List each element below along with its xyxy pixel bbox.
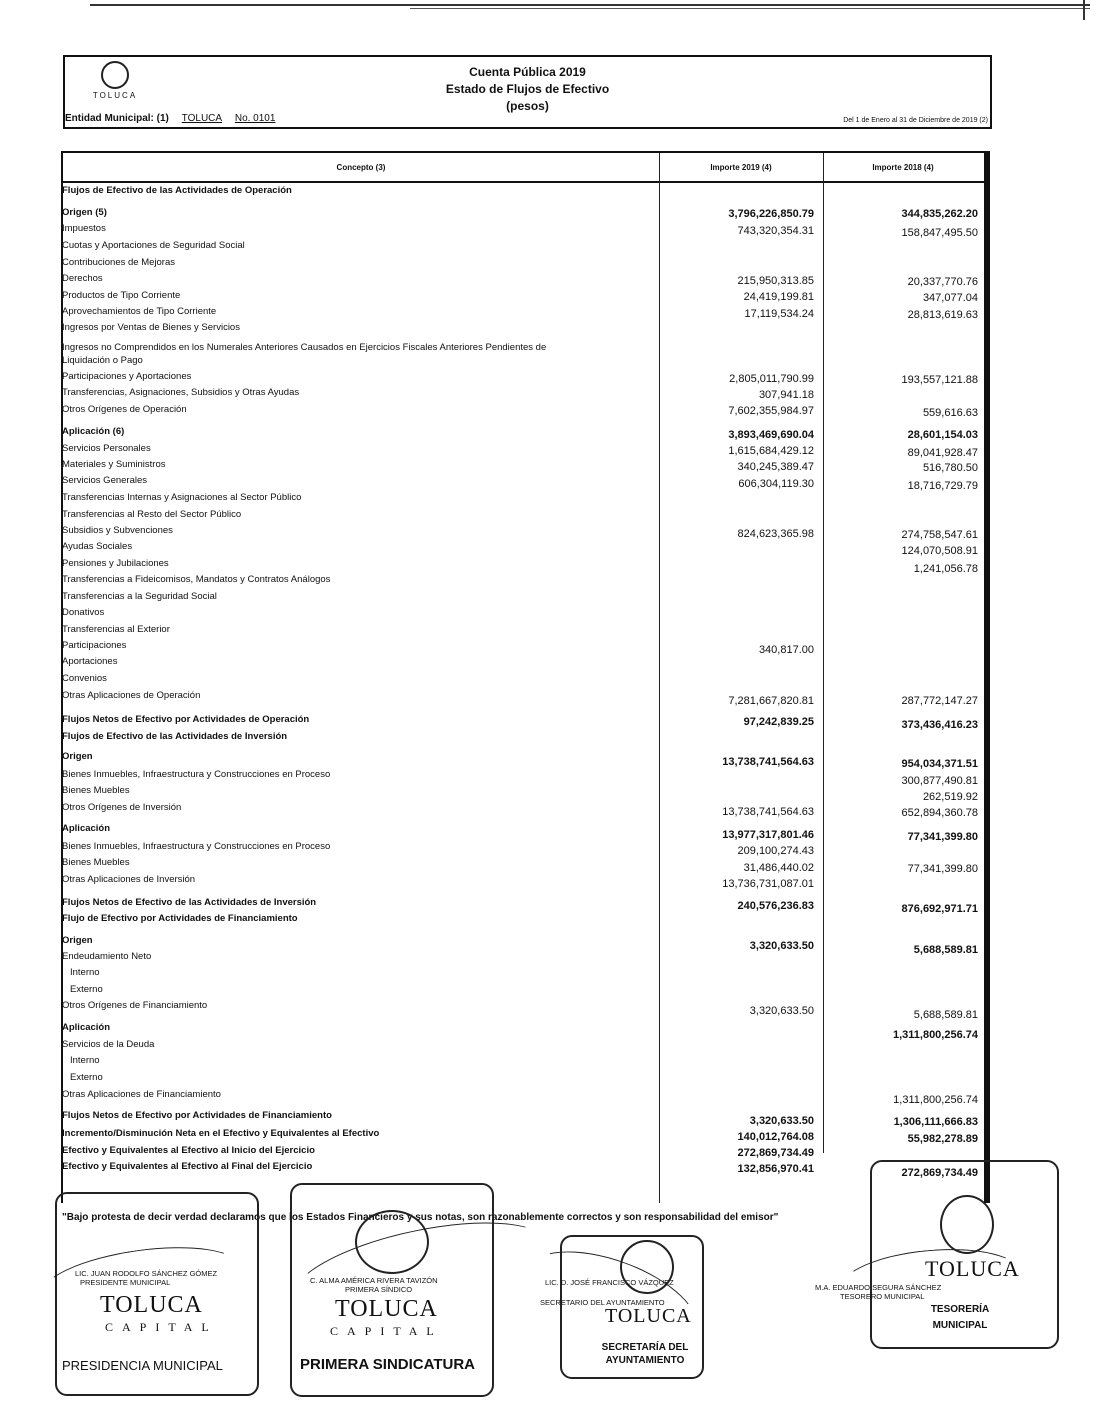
value-2018: 18,716,729.79 <box>907 480 978 492</box>
table-row-label: Origen <box>62 751 93 762</box>
value-2019: 209,100,274.43 <box>737 845 814 857</box>
value-2018: 77,341,399.80 <box>907 863 978 875</box>
table-row-label: Bienes Inmuebles, Infraestructura y Construcciones en Proceso <box>62 769 331 780</box>
scan-top-rule <box>90 4 1090 6</box>
table-row-label: Servicios Personales <box>62 443 151 454</box>
value-2019: 13,736,731,087.01 <box>722 878 814 890</box>
value-2019: 824,623,365.98 <box>737 528 814 540</box>
value-2018: 287,772,147.27 <box>901 695 978 707</box>
value-2018: 193,557,121.88 <box>901 374 978 386</box>
toluca-brand: TOLUCA <box>605 1305 692 1327</box>
table-row-label: Flujos Netos de Efectivo por Actividades de Financiamiento <box>62 1110 332 1121</box>
value-2018: 262,519.92 <box>922 791 978 803</box>
value-2019: 307,941.18 <box>758 389 814 401</box>
entity-label: Entidad Municipal: (1) <box>65 113 169 124</box>
office-secretaria-line2: AYUNTAMIENTO <box>605 1355 685 1366</box>
table-row-label: Bienes Muebles <box>62 857 130 868</box>
value-2019: 97,242,839.25 <box>743 716 814 728</box>
table-row-label: Convenios <box>62 673 107 684</box>
table-row-label: Origen <box>62 935 93 946</box>
table-row-label: Impuestos <box>62 223 106 234</box>
value-2018: 1,306,111,666.83 <box>893 1116 978 1128</box>
table-row-label: Endeudamiento Neto <box>62 951 152 962</box>
table-row-label: Aplicación <box>62 823 111 834</box>
value-2019: 31,486,440.02 <box>743 862 814 874</box>
table-row-label: Aportaciones <box>62 656 118 667</box>
scan-top-rule-2 <box>410 8 1090 9</box>
value-2018: 20,337,770.76 <box>907 276 978 288</box>
value-2019: 272,869,734.49 <box>737 1147 814 1159</box>
entity-number: No. 0101 <box>234 113 276 124</box>
table-row-label: Otras Aplicaciones de Financiamiento <box>62 1089 221 1100</box>
table-row-label: Flujos de Efectivo de las Actividades de Inversión <box>62 731 288 742</box>
table-row-label: Otros Orígenes de Operación <box>62 404 187 415</box>
value-2019: 215,950,313.85 <box>737 275 814 287</box>
col-2019-header: Importe 2019 (4) <box>710 163 772 172</box>
value-2019: 140,012,764.08 <box>737 1131 814 1143</box>
table-row-label: Transferencias Internas y Asignaciones al Sector Público <box>62 492 302 503</box>
table-row-label: Participaciones y Aportaciones <box>62 371 192 382</box>
table-row-label: Efectivo y Equivalentes al Efectivo al Final del Ejercicio <box>62 1161 313 1172</box>
value-2019: 1,615,684,429.12 <box>728 445 814 457</box>
office-secretaria-line1: SECRETARÍA DEL <box>601 1342 689 1353</box>
toluca-brand: TOLUCA <box>100 1292 203 1318</box>
value-2018: 344,835,262.20 <box>901 208 978 220</box>
signer-1-name: LIC. JUAN RODOLFO SÁNCHEZ GÓMEZ <box>75 1269 218 1278</box>
value-2018: 272,869,734.49 <box>901 1167 978 1179</box>
value-2019: 7,281,667,820.81 <box>728 695 814 707</box>
declaration-text: "Bajo protesta de decir verdad declaramos que los Estados Financieros y sus notas, son razonablemente correctos y son responsabilidad del emisor" <box>62 1212 779 1223</box>
table-row-label: Transferencias a la Seguridad Social <box>62 591 217 602</box>
signer-2-role: PRIMERA SÍNDICO <box>345 1285 413 1294</box>
value-2018: 28,813,619.63 <box>907 309 978 321</box>
entity-name: TOLUCA <box>181 113 223 124</box>
value-2019: 240,576,236.83 <box>737 900 814 912</box>
table-row-label: Cuotas y Aportaciones de Seguridad Social <box>62 240 245 251</box>
value-2018: 89,041,928.47 <box>907 447 978 459</box>
value-2018: 1,311,800,256.74 <box>892 1029 978 1041</box>
value-2018: 124,070,508.91 <box>901 545 978 557</box>
table-row-label: Transferencias a Fideicomisos, Mandatos y Contratos Análogos <box>62 574 331 585</box>
report-subtitle: Estado de Flujos de Efectivo <box>445 82 610 96</box>
table-row-label: Otros Orígenes de Financiamiento <box>62 1000 208 1011</box>
value-2018: 516,780.50 <box>922 462 978 474</box>
table-row-label: Transferencias al Resto del Sector Público <box>62 509 242 520</box>
signer-3-role: SECRETARIO DEL AYUNTAMIENTO <box>540 1298 665 1307</box>
value-2019: 13,977,317,801.46 <box>722 829 814 841</box>
value-2018: 158,847,495.50 <box>901 227 978 239</box>
value-2019: 13,738,741,564.63 <box>722 756 814 768</box>
capital-brand: CAPITAL <box>105 1320 218 1334</box>
report-units: (pesos) <box>506 99 549 113</box>
col-concept-header: Concepto (3) <box>336 163 386 172</box>
value-2019: 3,320,633.50 <box>749 940 814 952</box>
value-2018: 274,758,547.61 <box>901 529 978 541</box>
office-presidencia: PRESIDENCIA MUNICIPAL <box>62 1358 223 1373</box>
table-row-label: Derechos <box>62 273 103 284</box>
table-row-label: Flujos Netos de Efectivo de las Actividades de Inversión <box>62 897 317 908</box>
office-tesoreria-line2: MUNICIPAL <box>932 1320 988 1331</box>
table-row-label: Liquidación o Pago <box>62 355 143 366</box>
column-divider <box>659 153 660 1203</box>
signer-3-name: LIC. D. JOSÉ FRANCISCO VÁZQUEZ <box>545 1278 674 1287</box>
value-2019: 606,304,119.30 <box>738 478 814 490</box>
col-2018-header: Importe 2018 (4) <box>872 163 934 172</box>
table-row-label: Incremento/Disminución Neta en el Efectivo y Equivalentes al Efectivo <box>62 1128 380 1139</box>
table-row-label: Donativos <box>62 607 105 618</box>
value-2018: 1,311,800,256.74 <box>893 1094 978 1106</box>
value-2019: 132,856,970.41 <box>737 1163 814 1175</box>
municipal-seal-icon <box>940 1195 994 1254</box>
value-2019: 2,805,011,790.99 <box>729 373 814 385</box>
column-divider <box>823 153 824 1153</box>
table-row-label: Pensiones y Jubilaciones <box>62 558 169 569</box>
table-row-label: Ingresos por Ventas de Bienes y Servicios <box>62 322 240 333</box>
table-row-label: Interno <box>70 1055 100 1066</box>
table-row-label: Externo <box>70 984 103 995</box>
value-2018: 5,688,589.81 <box>913 944 978 956</box>
value-2018: 77,341,399.80 <box>907 831 978 843</box>
table-row-label: Bienes Muebles <box>62 785 130 796</box>
value-2019: 340,817.00 <box>758 644 814 656</box>
table-row-label: Subsidios y Subvenciones <box>62 525 173 536</box>
table-header <box>63 153 988 183</box>
table-row-label: Origen (5) <box>62 207 107 218</box>
value-2019: 3,320,633.50 <box>749 1005 814 1017</box>
table-row-label: Flujo de Efectivo por Actividades de Financiamiento <box>62 913 298 924</box>
table-row-label: Flujos Netos de Efectivo por Actividades de Operación <box>62 714 310 725</box>
value-2018: 954,034,371.51 <box>901 758 978 770</box>
table-row-label: Transferencias al Exterior <box>62 624 170 635</box>
office-sindicatura: PRIMERA SINDICATURA <box>300 1356 475 1373</box>
value-2018: 28,601,154.03 <box>907 429 978 441</box>
report-header <box>63 55 992 129</box>
signer-4-name: M.A. EDUARDO SEGURA SÁNCHEZ <box>815 1283 942 1292</box>
entity-line <box>65 113 285 124</box>
value-2018: 55,982,278.89 <box>907 1133 978 1145</box>
table-row-label: Servicios Generales <box>62 475 148 486</box>
value-2019: 17,119,534.24 <box>744 308 814 320</box>
table-row-label: Servicios de la Deuda <box>62 1039 155 1050</box>
capital-brand: CAPITAL <box>330 1324 443 1338</box>
scan-edge-mark <box>1083 0 1085 20</box>
table-row-label: Efectivo y Equivalentes al Efectivo al Inicio del Ejercicio <box>62 1145 315 1156</box>
value-2019: 7,602,355,984.97 <box>728 405 814 417</box>
value-2019: 340,245,389.47 <box>737 461 814 473</box>
value-2019: 13,738,741,564.63 <box>722 806 814 818</box>
report-title: Cuenta Pública 2019 <box>469 65 586 79</box>
signer-2-name: C. ALMA AMÉRICA RIVERA TAVIZÓN <box>310 1276 438 1285</box>
table-row-label: Otros Orígenes de Inversión <box>62 802 182 813</box>
value-2019: 3,796,226,850.79 <box>728 208 814 220</box>
value-2018: 559,616.63 <box>922 407 978 419</box>
table-row-label: Otras Aplicaciones de Operación <box>62 690 201 701</box>
table-row-label: Ingresos no Comprendidos en los Numerales Anteriores Causados en Ejercicios Fiscales Anteriores Pendientes de <box>62 342 547 353</box>
report-period: Del 1 de Enero al 31 de Diciembre de 2019 (2) <box>843 117 988 124</box>
table-row-label: Transferencias, Asignaciones, Subsidios y Otras Ayudas <box>62 387 300 398</box>
value-2018: 876,692,971.71 <box>901 903 978 915</box>
logo-text: TOLUCA <box>92 91 138 100</box>
table-row-label: Externo <box>70 1072 103 1083</box>
table-row-label: Contribuciones de Mejoras <box>62 257 176 268</box>
table-row-label: Materiales y Suministros <box>62 459 166 470</box>
table-row-label: Ayudas Sociales <box>62 541 133 552</box>
value-2018: 373,436,416.23 <box>901 719 978 731</box>
value-2018: 347,077.04 <box>922 292 978 304</box>
office-tesoreria-line1: TESORERÍA <box>930 1304 990 1315</box>
table-row-label: Participaciones <box>62 640 127 651</box>
value-2019: 3,893,469,690.04 <box>728 429 814 441</box>
table-row-label: Aplicación (6) <box>62 426 125 437</box>
table-row-label: Aprovechamientos de Tipo Corriente <box>62 306 217 317</box>
value-2018: 5,688,589.81 <box>913 1009 978 1021</box>
value-2019: 24,419,199.81 <box>743 291 814 303</box>
table-row-label: Productos de Tipo Corriente <box>62 290 181 301</box>
signer-1-role: PRESIDENTE MUNICIPAL <box>80 1278 171 1287</box>
table-row-label: Flujos de Efectivo de las Actividades de Operación <box>62 185 292 196</box>
value-2019: 3,320,633.50 <box>749 1115 814 1127</box>
value-2018: 652,894,360.78 <box>901 807 978 819</box>
value-2018: 300,877,490.81 <box>901 775 978 787</box>
table-row-label: Interno <box>70 967 100 978</box>
table-row-label: Aplicación <box>62 1022 111 1033</box>
toluca-brand: TOLUCA <box>925 1256 1020 1281</box>
signer-4-role: TESORERO MUNICIPAL <box>840 1292 925 1301</box>
table-row-label: Otras Aplicaciones de Inversión <box>62 874 196 885</box>
value-2019: 743,320,354.31 <box>737 225 814 237</box>
value-2018: 1,241,056.78 <box>913 563 978 575</box>
table-row-label: Bienes Inmuebles, Infraestructura y Construcciones en Proceso <box>62 841 331 852</box>
table-right-border <box>984 153 990 1203</box>
toluca-brand: TOLUCA <box>335 1296 438 1322</box>
